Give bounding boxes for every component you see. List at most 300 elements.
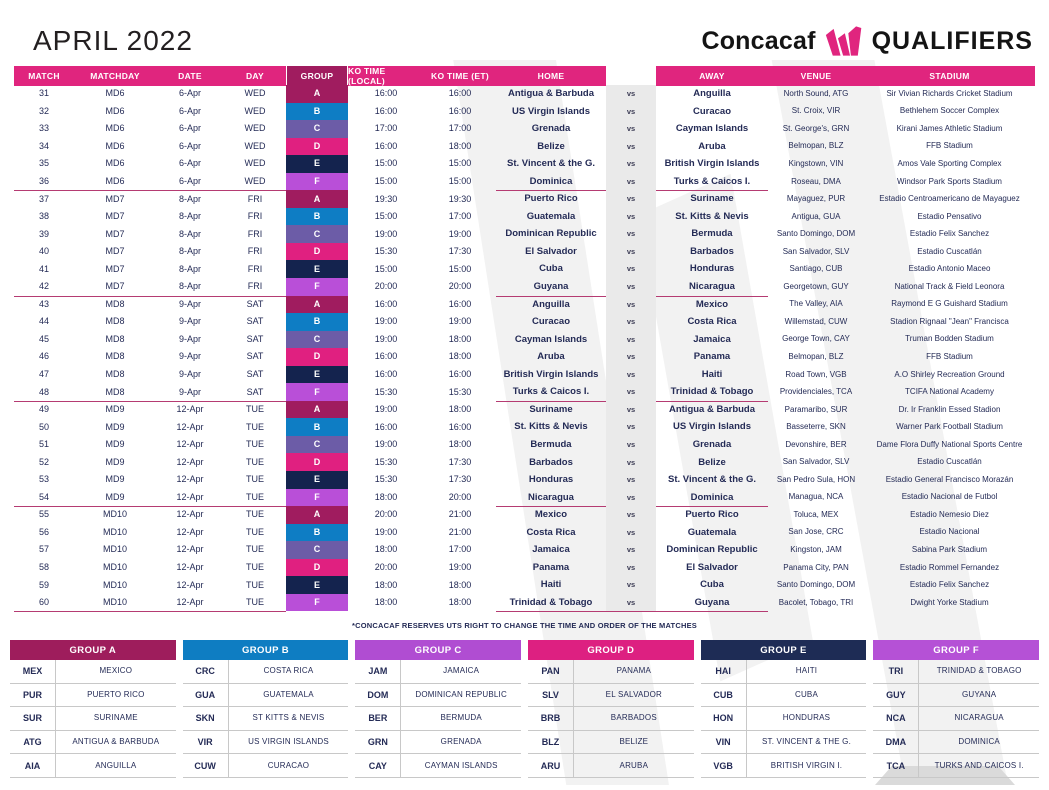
match-row-40 — [14, 243, 1035, 261]
cell-day: TUE — [246, 404, 264, 415]
cell-ko_local: 20:00 — [374, 281, 398, 292]
cell-day: SAT — [224, 383, 286, 402]
cell-venue: Kingstown, VIN — [788, 158, 844, 168]
cell-away: Puerto Rico — [685, 509, 739, 521]
group-table-header: GROUP B — [183, 640, 349, 660]
cell-day: TUE — [246, 544, 264, 555]
cell-stadium: FFB Stadium — [926, 141, 973, 151]
cell-ko_local: 15:30 — [374, 474, 398, 485]
match-row-59 — [14, 576, 1035, 594]
cell-match: 37 — [38, 193, 49, 204]
vs-label: vs — [606, 120, 656, 138]
column-header-ko_et: KO TIME (ET) — [424, 66, 496, 86]
column-header-home: HOME — [496, 66, 606, 86]
cell-day: TUE — [246, 439, 264, 450]
cell-home: Panama — [532, 561, 570, 573]
cell-venue: San Salvador, SLV — [782, 246, 850, 256]
cell-match: 48 — [14, 383, 74, 402]
group-team-row — [183, 731, 349, 755]
cell-home: El Salvador — [525, 245, 577, 257]
cell-date: 6-Apr — [178, 105, 201, 116]
cell-ko_et: 18:00 — [448, 140, 472, 151]
team-code: ATG — [10, 731, 56, 754]
cell-ko_et: 17:30 — [448, 456, 472, 467]
cell-away: Guyana — [656, 594, 768, 613]
group-team-row — [183, 684, 349, 708]
cell-ko_et: 17:00 — [448, 211, 472, 222]
cell-matchday: MD6 — [105, 140, 125, 151]
cell-day: TUE — [246, 509, 264, 520]
match-row-37 — [14, 190, 1035, 208]
cell-stadium: Amos Vale Sporting Complex — [897, 158, 1002, 168]
group-badge: B — [286, 418, 348, 436]
match-row-45 — [14, 331, 1035, 349]
cell-day: WED — [244, 123, 266, 134]
team-code: BRB — [528, 707, 574, 730]
cell-ko_et: 19:00 — [448, 316, 472, 327]
cell-date: 6-Apr — [178, 88, 201, 99]
match-row-38 — [14, 208, 1035, 226]
cell-match: 60 — [14, 594, 74, 613]
group-table-header: GROUP E — [701, 640, 867, 660]
group-badge: A — [286, 401, 348, 419]
team-code: CUB — [701, 684, 747, 707]
group-team-row — [873, 754, 1039, 778]
team-code: VGB — [701, 754, 747, 777]
cell-stadium: Sabina Park Stadium — [911, 544, 988, 554]
group-team-row — [355, 684, 521, 708]
cell-day: SAT — [246, 316, 264, 327]
cell-day: TUE — [246, 421, 264, 432]
cell-away: Honduras — [689, 263, 735, 275]
cell-date: 12-Apr — [176, 404, 204, 415]
cell-home: Mexico — [534, 509, 568, 521]
group-team-row — [10, 660, 176, 684]
cell-date: 8-Apr — [178, 263, 201, 274]
cell-match: 47 — [38, 369, 49, 380]
team-code: BER — [355, 707, 401, 730]
cell-matchday: MD9 — [105, 456, 125, 467]
group-table-d — [528, 640, 694, 778]
team-name: ST. VINCENT & THE G. — [761, 737, 852, 747]
cell-stadium: Kirani James Athletic Stadium — [896, 123, 1003, 133]
cell-home: Dominican Republic — [505, 228, 597, 240]
group-badge: F — [286, 594, 348, 612]
cell-stadium: Dwight Yorke Stadium — [910, 597, 989, 607]
cell-match: 42 — [14, 278, 74, 297]
vs-label: vs — [606, 436, 656, 454]
cell-stadium: Dame Flora Duffy National Sports Centre — [876, 439, 1023, 449]
team-code: TRI — [873, 660, 919, 683]
cell-match: 41 — [38, 263, 49, 274]
cell-matchday: MD7 — [74, 278, 156, 297]
group-team-row — [528, 731, 694, 755]
cell-home: Jamaica — [532, 544, 570, 556]
cell-ko_et: 18:00 — [448, 597, 472, 608]
cell-matchday: MD10 — [102, 579, 127, 590]
cell-venue: Toluca, MEX — [793, 509, 839, 519]
vs-label: vs — [606, 506, 656, 524]
team-code: SUR — [10, 707, 56, 730]
cell-home: Barbados — [529, 456, 573, 468]
cell-ko_local: 20:00 — [374, 509, 398, 520]
cell-ko_local: 18:00 — [374, 579, 398, 590]
team-name: SURINAME — [93, 713, 138, 723]
vs-label: vs — [606, 243, 656, 261]
cell-ko_local: 15:00 — [374, 263, 398, 274]
team-name: JAMAICA — [443, 666, 480, 676]
cell-matchday: MD6 — [74, 173, 156, 192]
team-name: TRINIDAD & TOBAGO — [936, 666, 1022, 676]
cell-away: Guatemala — [687, 526, 737, 538]
cell-match: 34 — [38, 140, 49, 151]
match-row-36 — [14, 173, 1035, 191]
cell-matchday: MD10 — [102, 562, 127, 573]
group-table-a — [10, 640, 176, 778]
group-team-row — [183, 754, 349, 778]
cell-stadium: Estadio Felix Sanchez — [909, 229, 990, 239]
group-badge: A — [286, 296, 348, 314]
cell-ko_et: 21:00 — [448, 526, 472, 537]
cell-venue: Belmopan, BLZ — [788, 351, 844, 361]
team-code: DMA — [873, 731, 919, 754]
team-name: DOMINICAN REPUBLIC — [415, 689, 507, 699]
cell-home: Puerto Rico — [524, 193, 578, 205]
group-table-header: GROUP A — [10, 640, 176, 660]
cell-date: 8-Apr — [178, 228, 201, 239]
column-header-venue: VENUE — [768, 66, 864, 86]
cell-match: 40 — [38, 246, 49, 257]
concacaf-w-icon — [825, 26, 863, 56]
cell-ko_local: 16:00 — [374, 351, 398, 362]
cell-ko_local: 15:30 — [374, 246, 398, 257]
cell-matchday: MD10 — [102, 544, 127, 555]
cell-away: Costa Rica — [687, 316, 737, 328]
vs-label: vs — [606, 348, 656, 366]
cell-stadium: Estadio Cuscatlán — [917, 246, 982, 256]
cell-match: 39 — [38, 228, 49, 239]
group-team-row — [701, 684, 867, 708]
group-table-c — [355, 640, 521, 778]
vs-label: vs — [606, 453, 656, 471]
team-code: PAN — [528, 660, 574, 683]
group-team-row — [701, 660, 867, 684]
cell-home: Nicaragua — [496, 489, 606, 508]
group-team-row — [873, 707, 1039, 731]
cell-home: Haiti — [540, 579, 562, 591]
group-team-row — [10, 684, 176, 708]
group-team-row — [355, 754, 521, 778]
group-team-row — [701, 707, 867, 731]
cell-day: WED — [244, 105, 266, 116]
cell-venue: Willemstad, CUW — [784, 316, 848, 326]
cell-match: 44 — [38, 316, 49, 327]
group-table-b — [183, 640, 349, 778]
match-row-48 — [14, 383, 1035, 401]
cell-ko_local: 16:00 — [374, 421, 398, 432]
cell-ko_et: 18:00 — [448, 333, 472, 344]
group-badge: A — [286, 506, 348, 524]
group-team-row — [355, 731, 521, 755]
cell-away: Trinidad & Tobago — [656, 383, 768, 402]
cell-match: 32 — [38, 105, 49, 116]
cell-match: 46 — [38, 351, 49, 362]
concacaf-qualifiers-logo — [701, 26, 1033, 56]
cell-away: Barbados — [690, 245, 734, 257]
group-badge: C — [286, 541, 348, 559]
cell-venue: Panama City, PAN — [783, 562, 849, 572]
cell-day: FRI — [247, 228, 263, 239]
cell-matchday: MD10 — [102, 526, 127, 537]
team-name: TURKS AND CAICOS I. — [934, 760, 1024, 770]
vs-label: vs — [606, 366, 656, 384]
vs-label: vs — [606, 313, 656, 331]
group-badge: D — [286, 559, 348, 577]
vs-label: vs — [606, 296, 656, 314]
schedule-header-row — [14, 66, 1035, 85]
match-row-35 — [14, 155, 1035, 173]
group-badge: B — [286, 313, 348, 331]
cell-ko_local: 16:00 — [374, 88, 398, 99]
team-name: COSTA RICA — [263, 666, 314, 676]
cell-ko_local: 19:00 — [374, 228, 398, 239]
group-badge: E — [286, 366, 348, 384]
cell-venue: The Valley, AIA — [789, 299, 843, 309]
cell-away: Mexico — [695, 298, 729, 310]
cell-date: 12-Apr — [176, 544, 204, 555]
group-team-row — [355, 660, 521, 684]
cell-match: 45 — [38, 333, 49, 344]
cell-venue: Georgetown, GUY — [783, 281, 849, 291]
cell-ko_et: 16:00 — [448, 369, 472, 380]
cell-away: Aruba — [698, 140, 726, 152]
team-name: ANTIGUA & BARBUDA — [72, 737, 160, 747]
team-code: TCA — [873, 754, 919, 777]
group-team-row — [528, 684, 694, 708]
cell-ko_local: 15:30 — [374, 386, 398, 397]
cell-date: 9-Apr — [178, 351, 201, 362]
cell-day: TUE — [246, 562, 264, 573]
team-name: BARBADOS — [610, 713, 657, 723]
cell-matchday: MD6 — [105, 158, 125, 169]
cell-venue: St. Croix, VIR — [791, 106, 841, 116]
match-row-44 — [14, 313, 1035, 331]
vs-label: vs — [606, 471, 656, 489]
cell-ko_local: 16:00 — [374, 298, 398, 309]
column-header-ko_local: KO TIME (LOCAL) — [348, 66, 424, 86]
cell-day: SAT — [246, 369, 264, 380]
cell-ko_local: 16:00 — [374, 105, 398, 116]
cell-away: Cayman Islands — [675, 123, 749, 135]
cell-date: 8-Apr — [178, 246, 201, 257]
cell-matchday: MD9 — [105, 474, 125, 485]
team-name: GUATEMALA — [263, 689, 314, 699]
cell-ko_et: 16:00 — [448, 88, 472, 99]
team-code: CRC — [183, 660, 229, 683]
vs-label: vs — [606, 383, 656, 402]
match-row-34 — [14, 138, 1035, 156]
cell-ko_et: 19:30 — [448, 193, 472, 204]
cell-venue: Santo Domingo, DOM — [776, 580, 856, 590]
team-name: BELIZE — [619, 737, 649, 747]
cell-venue: Bacolet, Tobago, TRI — [778, 597, 854, 607]
team-code: SKN — [183, 707, 229, 730]
cell-venue: Paramaribo, SUR — [784, 404, 848, 414]
match-row-31 — [14, 85, 1035, 103]
cell-match: 54 — [14, 489, 74, 508]
cell-date: 9-Apr — [156, 383, 224, 402]
cell-matchday: MD6 — [105, 123, 125, 134]
page-header — [0, 0, 1049, 66]
cell-away: Bermuda — [691, 228, 733, 240]
page-title: APRIL 2022 — [33, 25, 193, 56]
column-header-date: DATE — [156, 66, 224, 86]
cell-ko_local: 15:00 — [374, 176, 398, 186]
cell-ko_local: 15:00 — [374, 158, 398, 169]
match-row-43 — [14, 296, 1035, 314]
team-code: NCA — [873, 707, 919, 730]
group-team-row — [528, 707, 694, 731]
cell-venue: Providenciales, TCA — [779, 387, 853, 397]
team-name: ANGUILLA — [95, 760, 137, 770]
cell-day: TUE — [224, 489, 286, 508]
cell-matchday: MD8 — [105, 369, 125, 380]
cell-date: 6-Apr — [178, 123, 201, 134]
schedule-table — [14, 66, 1035, 611]
group-badge: F — [286, 383, 348, 401]
cell-home: Guyana — [496, 278, 606, 297]
cell-home: Bermuda — [530, 438, 572, 450]
cell-day: FRI — [247, 211, 263, 222]
cell-matchday: MD8 — [105, 298, 125, 309]
cell-ko_local: 19:30 — [374, 193, 398, 204]
cell-home: Suriname — [529, 403, 573, 415]
group-badge: F — [286, 173, 348, 191]
match-row-52 — [14, 453, 1035, 471]
group-badge: E — [286, 576, 348, 594]
cell-date: 12-Apr — [156, 594, 224, 613]
cell-ko_et: 21:00 — [448, 509, 472, 520]
group-badge: D — [286, 243, 348, 261]
group-team-row — [873, 660, 1039, 684]
cell-stadium: Raymond E G Guishard Stadium — [891, 299, 1008, 309]
cell-ko_et: 17:30 — [448, 246, 472, 257]
match-row-42 — [14, 278, 1035, 296]
cell-away: St. Vincent & the G. — [668, 474, 756, 486]
group-badge: E — [286, 155, 348, 173]
cell-stadium: Estadio Pensativo — [917, 211, 982, 221]
vs-label: vs — [606, 594, 656, 613]
cell-matchday: MD7 — [105, 193, 125, 204]
cell-ko_et: 17:00 — [448, 544, 472, 555]
cell-stadium: National Track & Field Leonora — [894, 281, 1005, 291]
cell-ko_et: 19:00 — [448, 562, 472, 573]
team-name: NICARAGUA — [954, 713, 1004, 723]
group-badge: C — [286, 120, 348, 138]
group-badge: D — [286, 348, 348, 366]
group-badge: F — [286, 278, 348, 296]
group-team-row — [10, 707, 176, 731]
cell-match: 53 — [38, 474, 49, 485]
team-code: MEX — [10, 660, 56, 683]
cell-home: Anguilla — [532, 298, 570, 310]
cell-ko_local: 15:30 — [374, 456, 398, 467]
match-row-51 — [14, 436, 1035, 454]
team-name: GUYANA — [961, 689, 997, 699]
vs-label: vs — [606, 225, 656, 243]
team-name: MEXICO — [99, 666, 133, 676]
team-name: EL SALVADOR — [605, 689, 662, 699]
group-team-row — [528, 660, 694, 684]
vs-label: vs — [606, 208, 656, 226]
group-team-row — [10, 731, 176, 755]
group-team-row — [183, 707, 349, 731]
match-row-47 — [14, 366, 1035, 384]
cell-away: El Salvador — [686, 561, 738, 573]
team-code: GRN — [355, 731, 401, 754]
cell-venue: Kingston, JAM — [790, 544, 842, 554]
group-badge: C — [286, 436, 348, 454]
cell-date: 12-Apr — [176, 439, 204, 450]
cell-day: SAT — [246, 333, 264, 344]
cell-home: Curacao — [531, 316, 570, 328]
cell-ko_et: 18:00 — [448, 579, 472, 590]
cell-match: 49 — [38, 404, 49, 415]
vs-label: vs — [606, 489, 656, 508]
cell-ko_et: 20:00 — [448, 281, 472, 292]
cell-ko_local: 20:00 — [374, 562, 398, 573]
cell-date: 6-Apr — [156, 173, 224, 192]
match-row-39 — [14, 225, 1035, 243]
group-badge: D — [286, 138, 348, 156]
cell-match: 51 — [38, 439, 49, 450]
groups-section — [10, 640, 1039, 778]
cell-date: 9-Apr — [178, 333, 201, 344]
cell-away: Dominican Republic — [666, 544, 758, 556]
cell-match: 56 — [38, 526, 49, 537]
team-code: HAI — [701, 660, 747, 683]
column-header-matchday: MATCHDAY — [74, 66, 156, 86]
cell-ko_local: 18:00 — [374, 491, 398, 502]
cell-match: 36 — [14, 173, 74, 192]
group-badge: E — [286, 260, 348, 278]
cell-date: 12-Apr — [176, 456, 204, 467]
cell-date: 6-Apr — [178, 140, 201, 151]
cell-venue: Devonshire, BER — [785, 439, 847, 449]
match-row-54 — [14, 489, 1035, 507]
cell-ko_et: 15:00 — [448, 176, 472, 186]
group-badge: A — [286, 190, 348, 208]
cell-venue: San Pedro Sula, HON — [776, 474, 856, 484]
cell-ko_et: 17:00 — [448, 123, 472, 134]
match-row-41 — [14, 260, 1035, 278]
cell-home: Trinidad & Tobago — [496, 594, 606, 613]
cell-stadium: Estadio Felix Sanchez — [909, 580, 990, 590]
vs-label: vs — [606, 401, 656, 419]
group-badge: B — [286, 208, 348, 226]
vs-label: vs — [606, 155, 656, 173]
cell-matchday: MD9 — [74, 489, 156, 508]
cell-venue: St. George's, GRN — [782, 123, 850, 133]
cell-away: Cuba — [700, 579, 724, 591]
cell-away: Dominica — [656, 489, 768, 508]
cell-home: Cuba — [539, 263, 563, 275]
group-table-header: GROUP D — [528, 640, 694, 660]
cell-matchday: MD7 — [105, 263, 125, 274]
cell-date: 12-Apr — [176, 421, 204, 432]
team-name: PANAMA — [616, 666, 652, 676]
cell-ko_et: 15:00 — [448, 263, 472, 274]
